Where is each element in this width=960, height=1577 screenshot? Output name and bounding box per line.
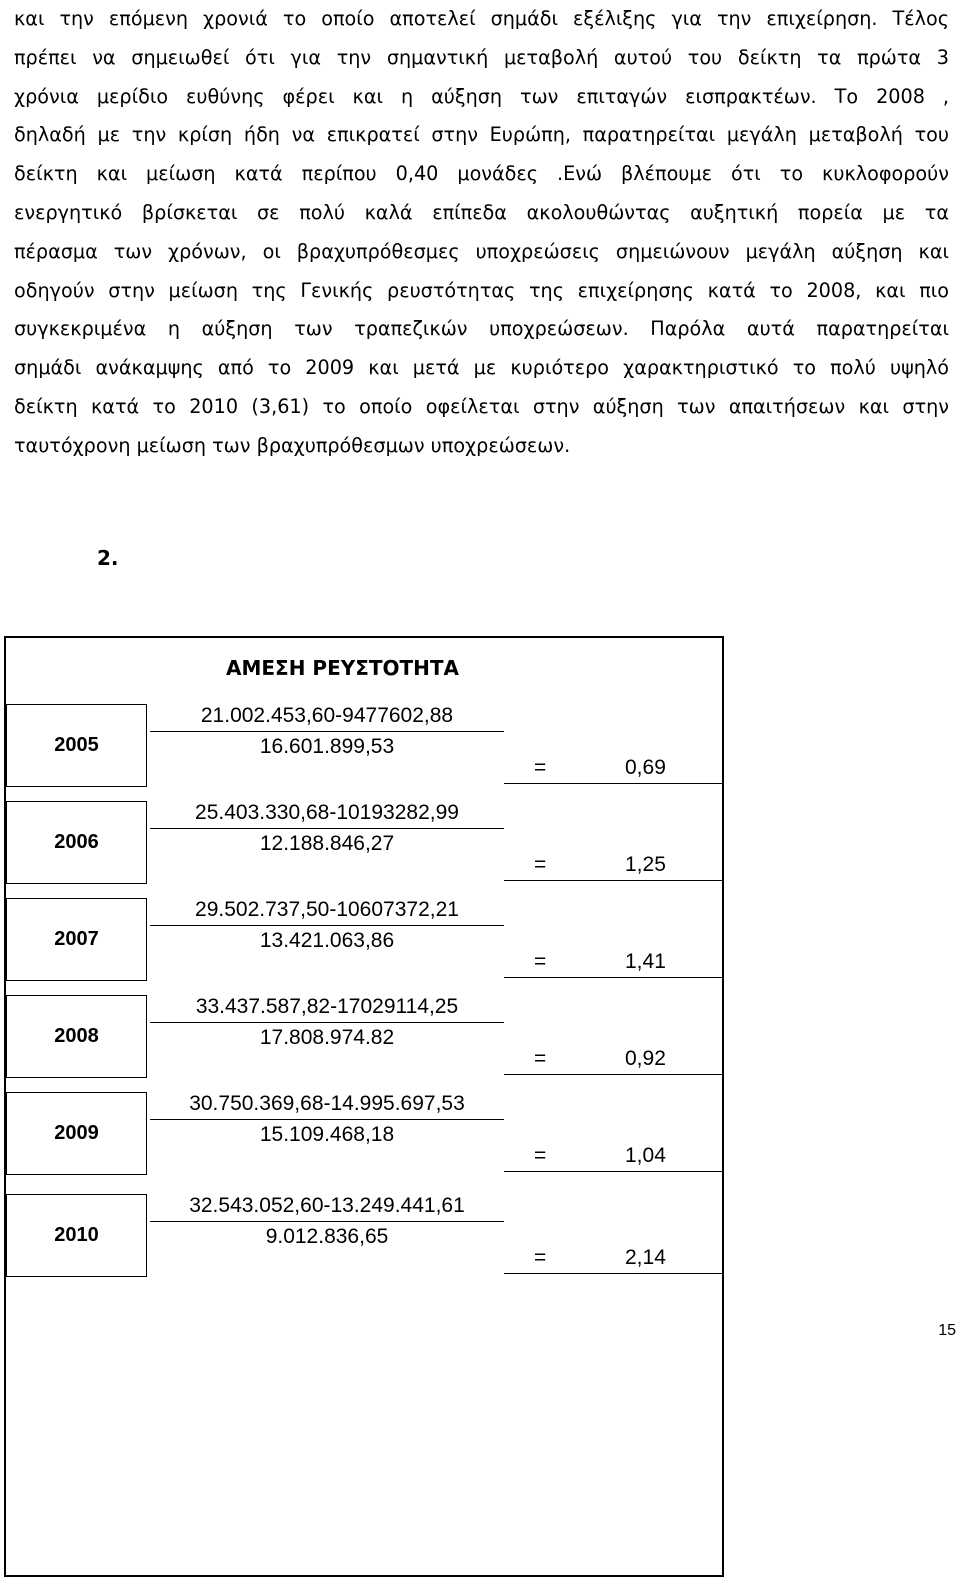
year-cell: 2008 (6, 995, 147, 1078)
body-line: σημάδι ανάκαμψης από το 2009 και μετά με κυριότερο χαρακτηριστικό το πολύ υψηλό (14, 356, 949, 380)
numerator: 21.002.453,60-9477602,88 (150, 704, 504, 732)
year-cell: 2010 (6, 1194, 147, 1277)
section-number: 2. (97, 546, 119, 570)
result-cell (504, 753, 722, 784)
result-cell (504, 1243, 722, 1274)
denominator: 17.808.974.82 (259, 1026, 395, 1049)
table-title: ΑΜΕΣΗ ΡΕΥΣΤΟΤΗΤΑ (226, 656, 460, 680)
denominator: 12.188.846,27 (259, 832, 395, 855)
body-line: ενεργητικό βρίσκεται σε πολύ καλά επίπεδα ακολουθώντας αυξητική πορεία με τα (14, 200, 949, 224)
body-line: χρόνια μερίδιο ευθύνης φέρει και η αύξηση των επιταγών εισπρακτέων. Το 2008 , (14, 84, 949, 108)
year-cell: 2006 (6, 801, 147, 884)
result-cell (504, 947, 722, 978)
ratio-value: 0,69 (625, 756, 666, 779)
denominator: 16.601.899,53 (259, 735, 395, 758)
body-line: πρέπει να σημειωθεί ότι για την σημαντική μεταβολή αυτού του δείκτη τα πρώτα 3 (14, 45, 949, 69)
table-row-2010 (4, 1194, 724, 1291)
table-row-2007 (4, 898, 724, 995)
table-row-2005 (4, 704, 724, 801)
denominator: 9.012.836,65 (265, 1225, 389, 1248)
numerator: 25.403.330,68-10193282,99 (150, 801, 504, 829)
body-line: δείκτη και μείωση κατά περίπου 0,40 μονάδες .Ενώ βλέπουμε ότι το κυκλοφορούν (14, 162, 949, 186)
ratio-value: 1,25 (625, 853, 666, 876)
equals-sign: = (534, 756, 547, 779)
equals-sign: = (534, 1047, 547, 1070)
denominator: 15.109.468,18 (259, 1123, 395, 1146)
numerator: 32.543.052,60-13.249.441,61 (150, 1194, 504, 1222)
numerator: 30.750.369,68-14.995.697,53 (150, 1092, 504, 1120)
body-paragraph (14, 0, 949, 466)
body-line: δείκτη κατά το 2010 (3,61) το οποίο οφείλεται στην αύξηση των απαιτήσεων και στην (14, 394, 949, 418)
body-line: και την επόμενη χρονιά το οποίο αποτελεί σημάδι εξέλιξης για την επιχείρηση. Τέλος (14, 7, 949, 30)
denominator: 13.421.063,86 (259, 929, 395, 952)
numerator: 29.502.737,50-10607372,21 (150, 898, 504, 926)
ratio-value: 0,92 (625, 1047, 666, 1070)
body-line: συγκεκριμένα η αύξηση των τραπεζικών υποχρεώσεων. Παρόλα αυτά παρατηρείται (14, 317, 949, 341)
page-number: 15 (938, 1322, 956, 1339)
equals-sign: = (534, 1144, 547, 1167)
body-line: ταυτόχρονη μείωση των βραχυπρόθεσμων υποχρεώσεων. (14, 433, 571, 457)
result-cell (504, 1141, 722, 1172)
equals-sign: = (534, 1246, 547, 1269)
equals-sign: = (534, 853, 547, 876)
body-line: οδηγούν στην μείωση της Γενικής ρευστότητας της επιχείρησης κατά το 2008, και πιο (14, 278, 949, 302)
ratio-value: 1,41 (625, 950, 666, 973)
year-cell: 2007 (6, 898, 147, 981)
year-cell: 2005 (6, 704, 147, 787)
table-row-2008 (4, 995, 724, 1092)
numerator: 33.437.587,82-17029114,25 (150, 995, 504, 1023)
body-line: δηλαδή με την κρίση ήδη να επικρατεί στην Ευρώπη, παρατηρείται μεγάλη μεταβολή του (14, 123, 949, 147)
ratio-value: 2,14 (625, 1246, 666, 1269)
ratio-value: 1,04 (625, 1144, 666, 1167)
year-cell: 2009 (6, 1092, 147, 1175)
table-row-2006 (4, 801, 724, 898)
body-line: πέρασμα των χρόνων, οι βραχυπρόθεσμες υποχρεώσεις σημειώνουν μεγάλη αύξηση και (14, 239, 949, 263)
equals-sign: = (534, 950, 547, 973)
result-cell (504, 850, 722, 881)
table-row-2009 (4, 1092, 724, 1189)
result-cell (504, 1044, 722, 1075)
